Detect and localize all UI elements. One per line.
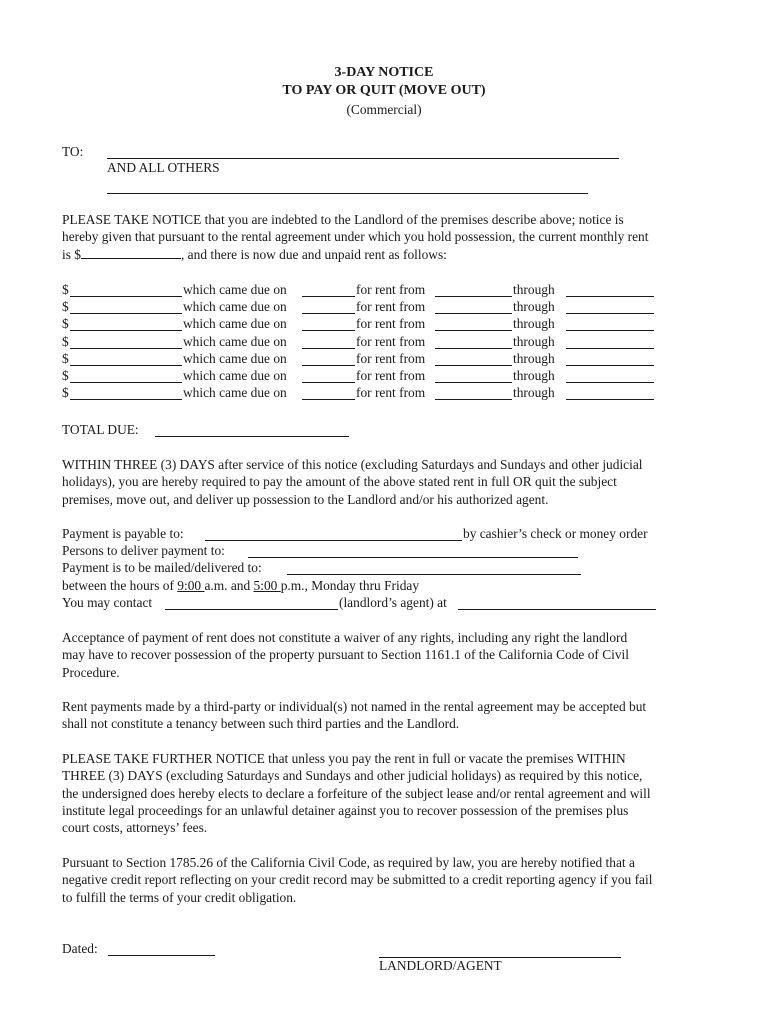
rent-from-field[interactable] [435, 399, 512, 400]
rent-row-due-label: which came due on [183, 316, 287, 332]
notice-paragraph: PLEASE TAKE NOTICE that you are indebted to the Landlord of the premises describe above; notice is hereby given that pursuant to the rental agreement under which you hold possession, the current monthly rent is $ , and there is now due and unpaid rent as follows: [62, 212, 649, 262]
rent-amount-field[interactable] [70, 313, 182, 314]
rent-row-dollar: $ [62, 316, 69, 332]
title-line-2: TO PAY OR QUIT (MOVE OUT) [282, 83, 486, 98]
third-party-paragraph: Rent payments made by a third-party or individual(s) not named in the rental agreement may be accepted but shall not constitute a tenancy between such third parties and the Landlord. [62, 699, 647, 732]
due-date-field[interactable] [302, 382, 355, 383]
monthly-rent-field[interactable] [81, 246, 181, 259]
rent-row-from-label: for rent from [356, 333, 426, 349]
due-date-field[interactable] [302, 365, 355, 366]
due-date-field[interactable] [302, 348, 355, 349]
rent-row-through-label: through [513, 385, 555, 401]
due-date-field[interactable] [302, 399, 355, 400]
rent-row-due-label: which came due on [183, 368, 287, 383]
title-subtitle: (Commercial) [346, 102, 422, 117]
premises-address-field[interactable] [107, 193, 588, 194]
rent-through-field[interactable] [566, 330, 654, 331]
due-date-field[interactable] [302, 296, 355, 297]
rent-row-dollar: $ [62, 282, 69, 297]
due-date-field[interactable] [302, 313, 355, 314]
landlord-agent-at-label: (landlord’s agent) at [339, 595, 447, 610]
persons-deliver-field[interactable] [248, 557, 578, 558]
rent-row-due-label: which came due on [183, 385, 287, 401]
rent-from-field[interactable] [435, 365, 512, 366]
rent-row-due-label: which came due on [183, 350, 287, 366]
rent-row-through-label: through [513, 316, 555, 332]
rent-through-field[interactable] [566, 296, 654, 297]
payable-to-field[interactable] [205, 540, 462, 541]
rent-amount-field[interactable] [70, 348, 182, 349]
rent-row-dollar: $ [62, 385, 69, 401]
mailed-address-field[interactable] [287, 574, 581, 575]
total-due-label: TOTAL DUE: [62, 422, 139, 437]
rent-from-field[interactable] [435, 382, 512, 383]
rent-amount-field[interactable] [70, 382, 182, 383]
rent-row-dollar: $ [62, 299, 69, 315]
rent-row-dollar: $ [62, 368, 69, 383]
contact-label: You may contact [62, 595, 153, 610]
rent-row-from-label: for rent from [356, 368, 426, 383]
to-name-field[interactable] [107, 158, 619, 159]
rent-row-due-label: which came due on [183, 333, 287, 349]
due-date-field[interactable] [302, 330, 355, 331]
title-line-1: 3-DAY NOTICE [334, 65, 434, 80]
rent-through-field[interactable] [566, 365, 654, 366]
rent-row-due-label: which came due on [183, 299, 287, 315]
rent-row-from-label: for rent from [356, 385, 426, 401]
total-due-field[interactable] [155, 436, 349, 437]
landlord-agent-label: LANDLORD/AGENT [379, 958, 502, 973]
rent-amount-field[interactable] [70, 399, 182, 400]
persons-deliver-label: Persons to deliver payment to: [62, 543, 225, 558]
contact-info-field[interactable] [458, 609, 656, 610]
rent-row-from-label: for rent from [356, 282, 426, 297]
rent-through-field[interactable] [566, 313, 654, 314]
further-notice-paragraph: PLEASE TAKE FURTHER NOTICE that unless you pay the rent in full or vacate the premises WITHIN THREE (3) DAYS (excluding Saturdays and Sundays and other judicial holidays) as required by this notice, the undersigned does hereby elects to declare a forfeiture of the subject lease and/or rental agreement and will institute legal proceedings for an unlawful detainer against you to recover possession of the premises plus court costs, attorneys’ fees. [62, 751, 651, 836]
payment-method-text: by cashier’s check or money order [463, 526, 648, 541]
rent-row-from-label: for rent from [356, 316, 426, 332]
contact-name-field[interactable] [165, 609, 338, 610]
rent-row-from-label: for rent from [356, 350, 426, 366]
rent-amount-field[interactable] [70, 365, 182, 366]
dated-field[interactable] [108, 955, 215, 956]
rent-from-field[interactable] [435, 348, 512, 349]
rent-row-through-label: through [513, 333, 555, 349]
within-three-days-paragraph: WITHIN THREE (3) DAYS after service of this notice (excluding Saturdays and Sundays and other judicial holidays), you are hereby required to pay the amount of the above stated rent in full OR quit the subject premises, move out, and deliver up possession to the Landlord and/or his authorized agent. [62, 457, 643, 507]
credit-paragraph: Pursuant to Section 1785.26 of the California Civil Code, as required by law, you are hereby notified that a negative credit report reflecting on your credit record may be submitted to a credit reporting agency if you fail to fulfill the terms of your credit obligation. [62, 855, 653, 905]
payable-to-label: Payment is payable to: [62, 526, 184, 541]
rent-row-through-label: through [513, 282, 555, 297]
rent-from-field[interactable] [435, 330, 512, 331]
to-label: TO: [62, 144, 84, 159]
rent-row-through-label: through [513, 350, 555, 366]
rent-from-field[interactable] [435, 313, 512, 314]
rent-row-dollar: $ [62, 350, 69, 366]
and-all-others-label: AND ALL OTHERS [107, 160, 220, 175]
acceptance-paragraph: Acceptance of payment of rent does not constitute a waiver of any rights, including any right the landlord may have to recover possession of the property pursuant to Section 1161.1 of the California Code of Civil Procedure. [62, 630, 629, 680]
rent-amount-field[interactable] [70, 330, 182, 331]
rent-row-from-label: for rent from [356, 299, 426, 315]
rent-row-due-label: which came due on [183, 282, 287, 297]
rent-row-dollar: $ [62, 333, 69, 349]
hours-line: between the hours of 9:00 a.m. and 5:00 p.m., Monday thru Friday [62, 578, 420, 593]
rent-amount-field[interactable] [70, 296, 182, 297]
rent-through-field[interactable] [566, 348, 654, 349]
rent-row-through-label: through [513, 299, 555, 315]
rent-through-field[interactable] [566, 399, 654, 400]
dated-label: Dated: [62, 941, 98, 956]
mailed-label: Payment is to be mailed/delivered to: [62, 560, 262, 575]
rent-through-field[interactable] [566, 382, 654, 383]
rent-row-through-label: through [513, 368, 555, 383]
rent-from-field[interactable] [435, 296, 512, 297]
